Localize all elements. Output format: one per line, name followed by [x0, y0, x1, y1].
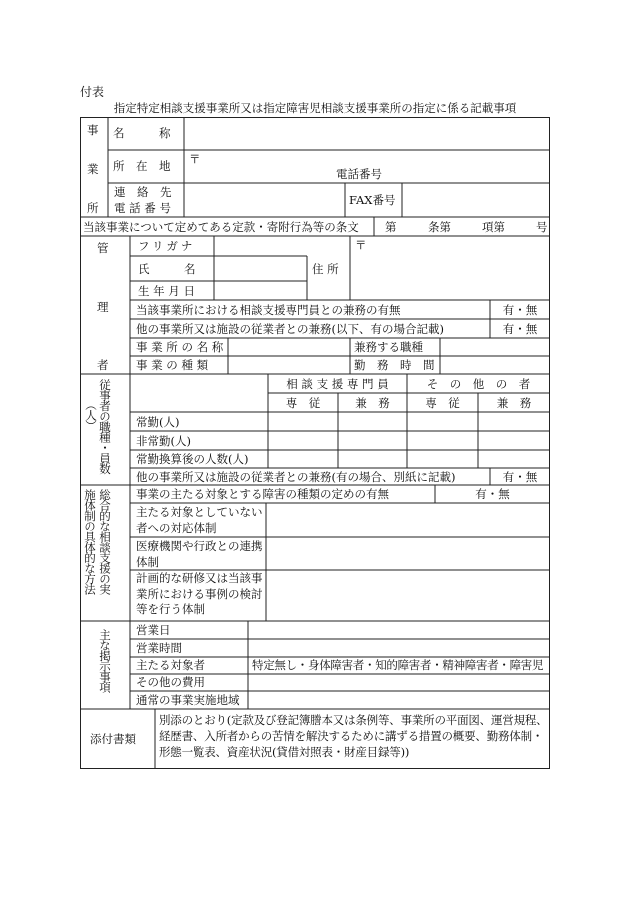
articles-go: 号	[536, 220, 548, 234]
support-item-medical: 医療機関や行政との連携体制	[136, 539, 263, 569]
business-name-field[interactable]	[188, 121, 546, 147]
business-postal-mark: 〒	[189, 152, 201, 166]
notice-service-area-label: 通常の事業実施地域	[136, 693, 240, 707]
business-section-char-1: 事	[87, 123, 99, 137]
form-table	[80, 117, 550, 769]
staff-row-label-parttime: 非常勤(人)	[136, 434, 191, 448]
concurrent-specialist-yes-no[interactable]: 有・無	[502, 303, 538, 317]
support-item-medical-field[interactable]	[270, 539, 546, 568]
specialist-concurrent-header: 兼 務	[355, 396, 390, 410]
business-address-label: 所 在 地	[113, 159, 171, 173]
manager-section-char-3: 者	[97, 358, 109, 372]
birth-date-label: 生 年 月 日	[138, 284, 195, 298]
manager-section-char-2: 理	[97, 300, 109, 314]
specialist-header: 相 談 支 援 専 門 員	[286, 377, 389, 391]
work-hours-label: 勤 務 時 間	[354, 358, 435, 372]
manager-name-label: 氏 名	[138, 262, 196, 276]
concurrent-other-label: 他の事業所又は施設の従業者との兼務(以下、有の場合記載)	[136, 322, 444, 336]
notice-business-hours-label: 営業時間	[136, 641, 182, 655]
business-section-char-2: 業	[87, 162, 99, 176]
articles-label: 当該事業について定めてある定款・寄附行為等の条文	[83, 220, 359, 234]
contact-label-1: 連 絡 先	[114, 185, 172, 199]
fax-label: FAX番号	[349, 193, 396, 207]
attachments-label: 添付書類	[90, 732, 136, 746]
manager-address-field[interactable]	[354, 238, 546, 298]
notice-target-label: 主たる対象者	[136, 658, 205, 672]
staff-row-label-fte: 常勤換算後の人数(人)	[136, 452, 249, 466]
staff-row-label-fulltime: 常勤(人)	[136, 415, 180, 429]
manager-postal-mark: 〒	[355, 238, 367, 252]
notices-section-label: 主な掲示事項	[98, 629, 112, 692]
office-name-field[interactable]	[232, 340, 346, 354]
page-label: 付表	[80, 85, 105, 99]
manager-section-char-1: 管	[97, 241, 109, 255]
business-phone-label: 電話番号	[336, 167, 382, 181]
concurrent-other-yes-no[interactable]: 有・無	[502, 322, 538, 336]
office-name-label: 事 業 所 の 名 称	[136, 340, 224, 354]
support-item-training-field[interactable]	[270, 572, 546, 619]
staff-other-concurrent-yes-no[interactable]: 有・無	[502, 470, 538, 484]
contact-label-2: 電 話 番 号	[114, 201, 171, 215]
other-dedicated-header: 専 従	[425, 396, 460, 410]
business-address-field[interactable]	[188, 151, 546, 181]
support-section-label-2: 施体制の具体的な方法	[83, 489, 97, 594]
page-title: 指定特定相談支援事業所又は指定障害児相談支援事業所の指定に係る記載事項	[113, 101, 517, 115]
concurrent-specialist-label: 当該事業所における相談支援専門員との兼務の有無	[136, 303, 401, 317]
fax-field[interactable]	[406, 185, 546, 215]
staff-section-label: 従事者の職種・員数	[98, 379, 112, 474]
staff-other-concurrent-label: 他の事業所又は施設の従業者との兼務(有の場合、別紙に記載)	[136, 470, 456, 484]
specialist-dedicated-header: 専 従	[285, 396, 321, 410]
notice-other-fees-label: その他の費用	[136, 675, 205, 689]
concurrent-position-field[interactable]	[444, 340, 546, 354]
support-item-non-target-field[interactable]	[270, 505, 546, 535]
staff-unit-label: （人）	[84, 399, 98, 431]
office-type-label: 事 業 の 種 類	[136, 358, 209, 372]
work-hours-field[interactable]	[444, 358, 546, 372]
attachments-text: 別添のとおり(定款及び登記簿謄本又は条例等、事業所の平面図、運営規程、経歴書、入所者からの苦情を解決するために講ずる措置の概要、勤務体制・形態一覧表、資産状況(貸借対照表・財産目録等))	[159, 713, 548, 759]
birth-date-field[interactable]	[218, 283, 304, 298]
support-section-label-1: 総合的な相談支援の実	[98, 489, 112, 594]
support-item-non-target: 主たる対象としていない者への対応体制	[136, 505, 263, 535]
concurrent-position-label: 兼務する職種	[354, 340, 423, 354]
office-type-field[interactable]	[232, 358, 346, 372]
furigana-field[interactable]	[218, 238, 304, 254]
articles-jo: 条第	[428, 220, 451, 234]
business-section-char-3: 所	[87, 201, 99, 215]
articles-dai: 第	[385, 220, 397, 234]
target-definition-yes-no[interactable]: 有・無	[475, 487, 510, 501]
support-item-training: 計画的な研修又は当該事業所における事例の検討等を行う体制	[136, 571, 263, 616]
furigana-label: フリガナ	[138, 239, 196, 253]
target-definition-label: 事業の主たる対象とする障害の種類の定めの有無	[136, 487, 389, 501]
contact-phone-field[interactable]	[188, 185, 342, 215]
other-concurrent-header: 兼 務	[496, 396, 532, 410]
articles-ko: 項第	[482, 220, 505, 234]
business-name-label: 名 称	[113, 126, 171, 140]
manager-address-label: 住 所	[312, 262, 339, 276]
notice-business-days-label: 営業日	[136, 623, 171, 637]
notice-target-value[interactable]: 特定無し・身体障害者・知的障害者・精神障害者・障害児	[252, 658, 544, 672]
other-staff-header: そ の 他 の 者	[426, 377, 531, 391]
manager-name-field[interactable]	[218, 258, 304, 279]
